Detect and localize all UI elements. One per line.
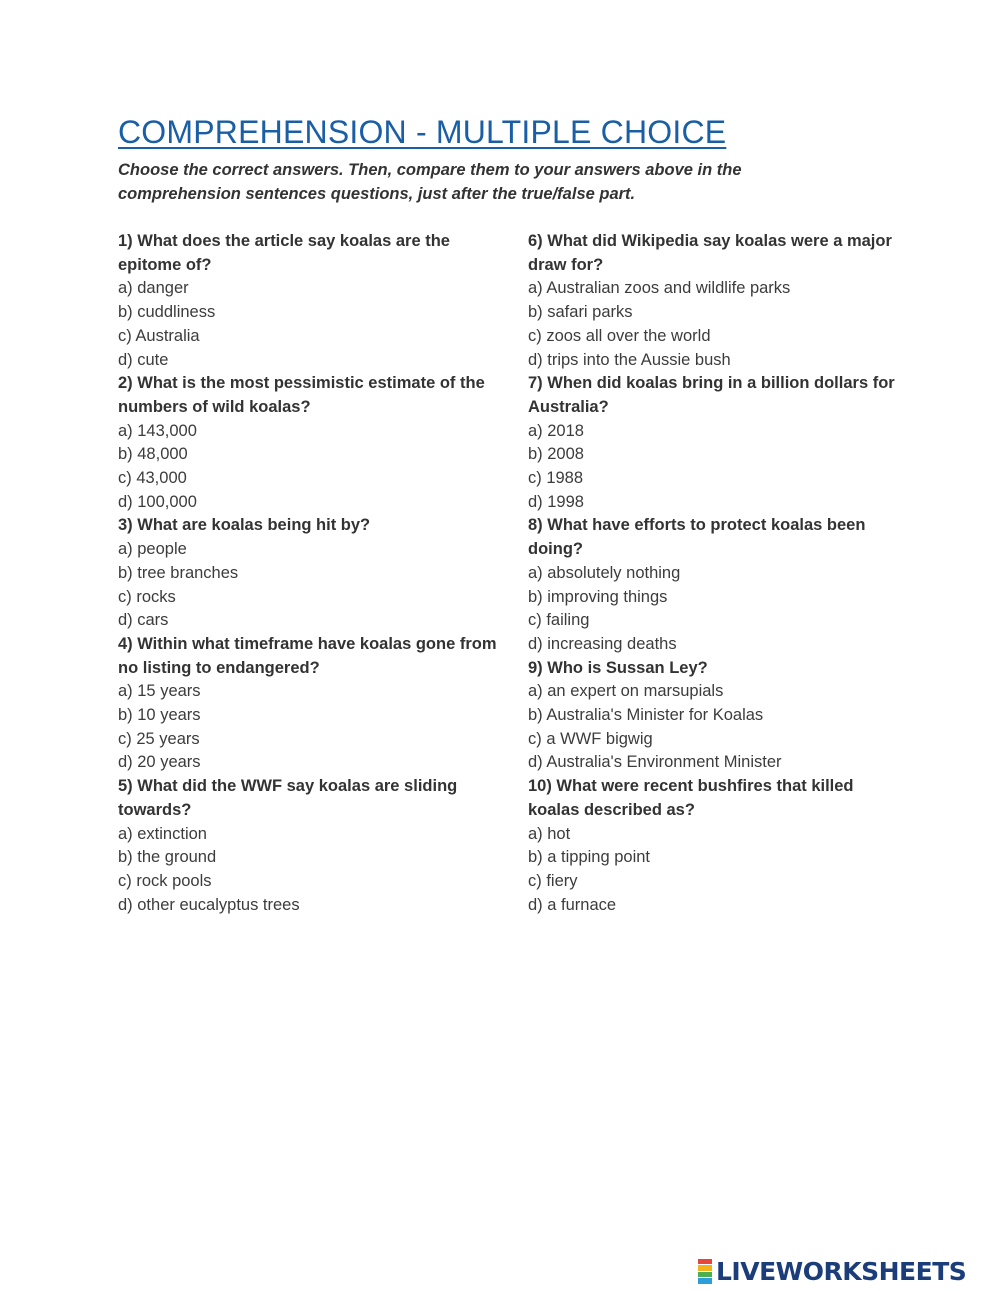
answer-option: b) 48,000 bbox=[118, 445, 188, 464]
answer-option: c) fiery bbox=[528, 871, 578, 890]
answer-option: b) cuddliness bbox=[118, 303, 216, 322]
liveworksheets-logo-icon bbox=[698, 1258, 712, 1284]
answer-option: c) 25 years bbox=[118, 729, 200, 748]
answer-option: b) tree branches bbox=[118, 563, 239, 582]
answer-option: c) 1988 bbox=[528, 469, 584, 488]
question-block bbox=[528, 230, 908, 372]
answer-option: a) 2018 bbox=[528, 421, 584, 440]
answer-option: b) improving things bbox=[528, 587, 668, 606]
answer-option: b) safari parks bbox=[528, 303, 633, 322]
question-text: 1) What does the article say koalas are the epitome of? bbox=[118, 232, 450, 274]
answer-option: c) 43,000 bbox=[118, 469, 187, 488]
answer-option: b) the ground bbox=[118, 848, 217, 867]
question-text: 4) Within what timeframe have koalas gone from no listing to endangered? bbox=[118, 634, 497, 677]
answer-option: d) increasing deaths bbox=[528, 634, 677, 653]
answer-option: d) trips into the Aussie bush bbox=[528, 350, 731, 369]
answer-option: d) other eucalyptus trees bbox=[118, 895, 300, 914]
question-block bbox=[118, 230, 498, 372]
answer-option: b) a tipping point bbox=[528, 848, 651, 867]
answer-option: a) extinction bbox=[118, 824, 207, 843]
answer-option: c) rocks bbox=[118, 587, 176, 606]
answer-option: c) a WWF bigwig bbox=[528, 729, 653, 748]
question-text: 10) What were recent bushfires that killed koalas described as? bbox=[528, 777, 854, 819]
question-block bbox=[118, 514, 498, 633]
question-text: 8) What have efforts to protect koalas been doing? bbox=[528, 516, 866, 559]
question-text: 2) What is the most pessimistic estimate of the numbers of wild koalas? bbox=[118, 374, 485, 416]
answer-option: d) 20 years bbox=[118, 753, 201, 772]
answer-option: c) failing bbox=[528, 611, 590, 630]
liveworksheets-brand bbox=[698, 1257, 994, 1285]
question-block bbox=[528, 657, 908, 776]
answer-option: a) danger bbox=[118, 279, 189, 298]
answer-option: c) rock pools bbox=[118, 871, 212, 890]
page-title: COMPREHENSION - MULTIPLE CHOICE bbox=[118, 114, 727, 150]
question-block bbox=[528, 775, 908, 917]
questions-right-column bbox=[528, 230, 908, 917]
answer-option: d) 1998 bbox=[528, 492, 584, 511]
answer-option: d) cars bbox=[118, 611, 169, 630]
instructions: Choose the correct answers. Then, compare them to your answers above in the comprehension sentences questions, just after the true/false part. bbox=[118, 161, 742, 203]
answer-option: d) cute bbox=[118, 350, 169, 369]
question-text: 5) What did the WWF say koalas are sliding towards? bbox=[118, 777, 458, 819]
question-block bbox=[118, 633, 498, 775]
logo-block-3 bbox=[698, 1272, 712, 1278]
question-text: 6) What did Wikipedia say koalas were a major draw for? bbox=[528, 232, 892, 274]
answer-option: d) a furnace bbox=[528, 895, 617, 914]
brand-text: LIVEWORKSHEETS bbox=[716, 1256, 967, 1286]
logo-block-2 bbox=[698, 1265, 712, 1271]
answer-option: a) 143,000 bbox=[118, 421, 197, 440]
answer-option: d) Australia's Environment Minister bbox=[528, 753, 782, 772]
answer-option: b) Australia's Minister for Koalas bbox=[528, 706, 764, 725]
answer-option: a) Australian zoos and wildlife parks bbox=[528, 279, 791, 298]
question-block bbox=[528, 372, 908, 514]
answer-option: b) 10 years bbox=[118, 706, 201, 725]
answer-option: a) people bbox=[118, 540, 187, 559]
question-block bbox=[118, 775, 498, 917]
question-block bbox=[118, 372, 498, 514]
answer-option: c) Australia bbox=[118, 326, 200, 345]
questions-left-column bbox=[118, 230, 498, 917]
answer-option: a) an expert on marsupials bbox=[528, 682, 724, 701]
question-text: 9) Who is Sussan Ley? bbox=[528, 658, 708, 677]
question-text: 3) What are koalas being hit by? bbox=[118, 516, 371, 535]
answer-option: b) 2008 bbox=[528, 445, 584, 464]
answer-option: a) absolutely nothing bbox=[528, 563, 681, 582]
answer-option: a) hot bbox=[528, 824, 571, 843]
question-block bbox=[528, 514, 908, 656]
answer-option: d) 100,000 bbox=[118, 492, 197, 511]
answer-option: c) zoos all over the world bbox=[528, 326, 711, 345]
logo-block-1 bbox=[698, 1259, 712, 1265]
answer-option: a) 15 years bbox=[118, 682, 201, 701]
logo-block-4 bbox=[698, 1278, 712, 1284]
question-text: 7) When did koalas bring in a billion dollars for Australia? bbox=[528, 374, 895, 416]
